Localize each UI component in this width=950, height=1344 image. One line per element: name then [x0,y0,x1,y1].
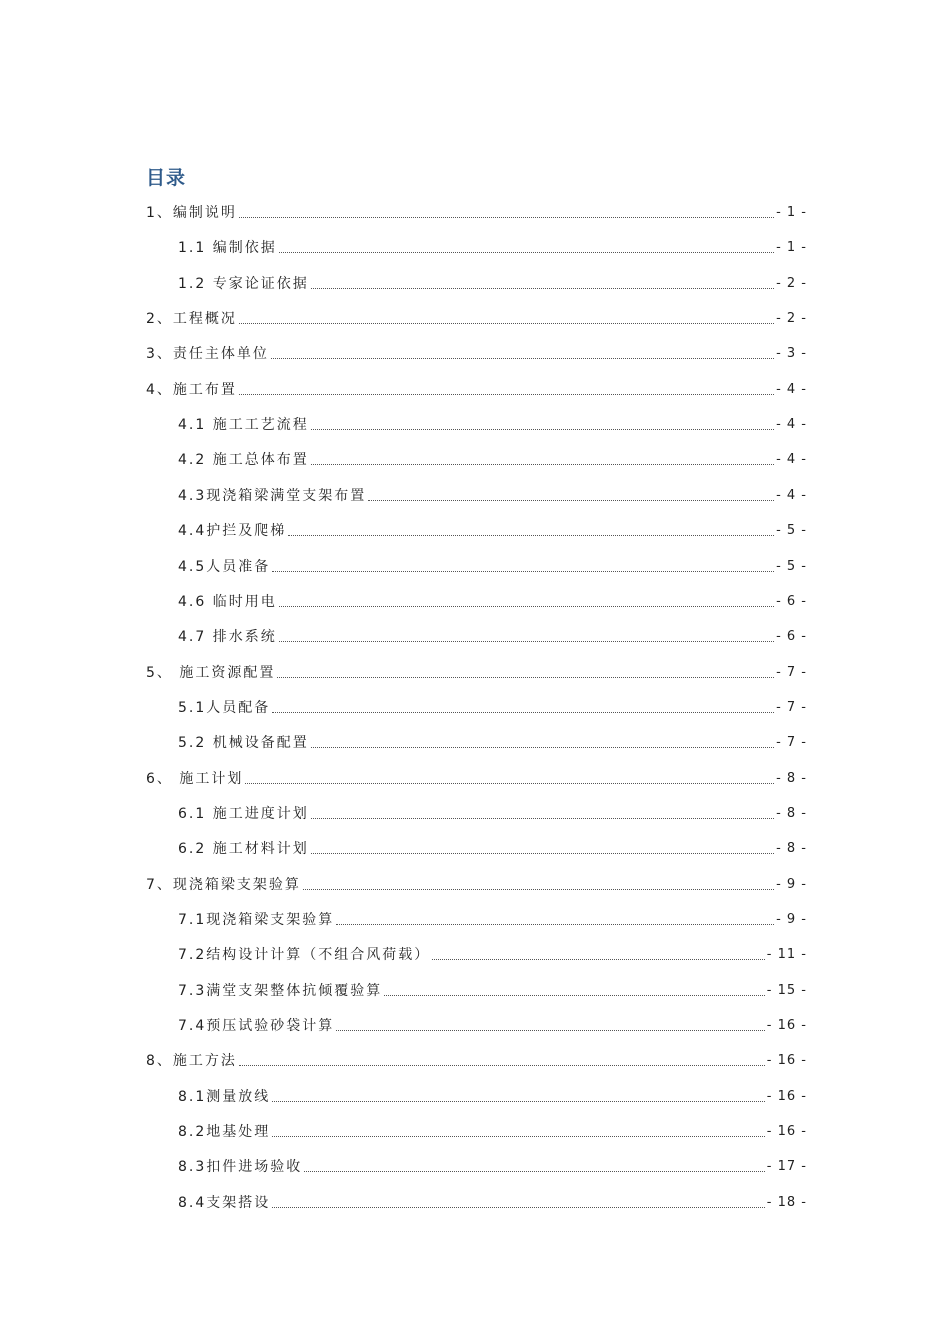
toc-dot-leader [272,1136,765,1137]
toc-entry-page-number: - 1 - [776,240,807,255]
toc-dot-leader [239,1065,765,1066]
toc-entry-label: 4.2 施工总体布置 [178,452,309,468]
toc-entry[interactable] [178,412,807,434]
toc-entry-label: 7.2结构设计计算（不组合风荷载） [178,947,431,963]
toc-entry[interactable] [178,589,807,611]
toc-entry-page-number: - 16 - [766,1053,807,1068]
toc-dot-leader [272,571,774,572]
toc-entry-label: 1、编制说明 [146,205,237,221]
toc-entry-label: 8.3扣件进场验收 [178,1159,303,1175]
toc-entry-label: 8.2地基处理 [178,1124,271,1140]
toc-entry-label: 5.2 机械设备配置 [178,735,309,751]
toc-entry-label: 5、 施工资源配置 [146,665,276,681]
toc-dot-leader [277,677,774,678]
toc-entry-page-number: - 8 - [776,841,807,856]
toc-entry-page-number: - 2 - [776,311,807,326]
toc-entry[interactable] [178,1013,807,1035]
toc-entry-page-number: - 5 - [776,523,807,538]
toc-dot-leader [288,535,774,536]
toc-entry-page-number: - 18 - [766,1195,807,1210]
toc-entry-label: 7、现浇箱梁支架验算 [146,877,301,893]
toc-entry-label: 7.1现浇箱梁支架验算 [178,912,335,928]
toc-entry[interactable] [178,1190,807,1212]
toc-entry-page-number: - 4 - [776,417,807,432]
toc-entry-label: 2、工程概况 [146,311,237,327]
toc-entry-page-number: - 4 - [776,382,807,397]
toc-dot-leader [272,712,774,713]
toc-entry-page-number: - 8 - [776,771,807,786]
toc-entry-label: 7.4预压试验砂袋计算 [178,1018,335,1034]
toc-entry-label: 6、 施工计划 [146,771,244,787]
toc-dot-leader [311,464,774,465]
toc-dot-leader [239,323,774,324]
toc-dot-leader [271,358,774,359]
toc-entry[interactable] [146,872,807,894]
toc-dot-leader [272,1101,765,1102]
toc-entry-page-number: - 8 - [776,806,807,821]
toc-entry[interactable] [178,624,807,646]
toc-entry-label: 4.5人员准备 [178,559,271,575]
toc-entry[interactable] [178,695,807,717]
toc-entry-label: 4.6 临时用电 [178,594,277,610]
toc-entry-page-number: - 1 - [776,205,807,220]
toc-dot-leader [304,1171,765,1172]
toc-entry[interactable] [178,1084,807,1106]
toc-entry[interactable] [178,554,807,576]
toc-entry-page-number: - 5 - [776,559,807,574]
toc-entry[interactable] [178,1119,807,1141]
toc-entry-label: 4.4护拦及爬梯 [178,523,287,539]
toc-entry-label: 4.1 施工工艺流程 [178,417,309,433]
toc-dot-leader [384,995,765,996]
toc-entry[interactable] [178,801,807,823]
toc-entry[interactable] [146,341,807,363]
toc-dot-leader [368,500,774,501]
toc-entry[interactable] [146,660,807,682]
toc-entry-page-number: - 4 - [776,452,807,467]
toc-entry-page-number: - 2 - [776,276,807,291]
toc-entry-page-number: - 6 - [776,629,807,644]
toc-entry-label: 7.3满堂支架整体抗倾覆验算 [178,983,383,999]
toc-entry[interactable] [178,942,807,964]
toc-entry-label: 1.1 编制依据 [178,240,277,256]
toc-entry-page-number: - 4 - [776,488,807,503]
toc-entry-page-number: - 3 - [776,346,807,361]
toc-entry-page-number: - 15 - [766,983,807,998]
toc-entry[interactable] [178,483,807,505]
toc-entry-page-number: - 7 - [776,665,807,680]
toc-entry[interactable] [178,447,807,469]
toc-entry-label: 3、责任主体单位 [146,346,269,362]
toc-dot-leader [239,217,774,218]
toc-entry-label: 6.1 施工进度计划 [178,806,309,822]
toc-entry-label: 4、施工布置 [146,382,237,398]
toc-entry[interactable] [178,518,807,540]
toc-entry-label: 4.7 排水系统 [178,629,277,645]
toc-entry[interactable] [146,200,807,222]
toc-dot-leader [311,429,774,430]
toc-entry[interactable] [178,978,807,1000]
toc-entry[interactable] [146,1048,807,1070]
toc-dot-leader [311,818,774,819]
toc-dot-leader [432,959,765,960]
toc-entry-label: 6.2 施工材料计划 [178,841,309,857]
toc-entry-page-number: - 6 - [776,594,807,609]
toc-dot-leader [272,1207,765,1208]
toc-dot-leader [245,783,774,784]
toc-entry-page-number: - 9 - [776,877,807,892]
toc-dot-leader [279,606,774,607]
toc-dot-leader [336,924,774,925]
toc-entry[interactable] [178,730,807,752]
toc-entry-page-number: - 7 - [776,700,807,715]
toc-entry[interactable] [178,836,807,858]
toc-entry-page-number: - 16 - [766,1089,807,1104]
toc-dot-leader [303,889,774,890]
toc-dot-leader [279,641,774,642]
toc-dot-leader [239,394,774,395]
toc-entry-label: 8.1测量放线 [178,1089,271,1105]
toc-dot-leader [311,288,774,289]
toc-entry[interactable] [178,907,807,929]
toc-entry[interactable] [146,766,807,788]
toc-entry-label: 1.2 专家论证依据 [178,276,309,292]
toc-title: 目录 [146,167,187,189]
toc-dot-leader [279,252,774,253]
toc-entry-page-number: - 7 - [776,735,807,750]
toc-entry-page-number: - 17 - [766,1159,807,1174]
toc-entry-page-number: - 16 - [766,1018,807,1033]
toc-entry-label: 8.4支架搭设 [178,1195,271,1211]
toc-entry[interactable] [146,377,807,399]
toc-dot-leader [311,853,774,854]
toc-entry-label: 5.1人员配备 [178,700,271,716]
toc-entry-label: 4.3现浇箱梁满堂支架布置 [178,488,367,504]
toc-entry-page-number: - 9 - [776,912,807,927]
toc-entry[interactable] [178,1154,807,1176]
toc-entry[interactable] [178,235,807,257]
toc-entry-label: 8、施工方法 [146,1053,237,1069]
toc-entry-page-number: - 11 - [766,947,807,962]
toc-entry[interactable] [178,271,807,293]
toc-dot-leader [336,1030,765,1031]
toc-entry[interactable] [146,306,807,328]
toc-dot-leader [311,747,774,748]
toc-entry-page-number: - 16 - [766,1124,807,1139]
